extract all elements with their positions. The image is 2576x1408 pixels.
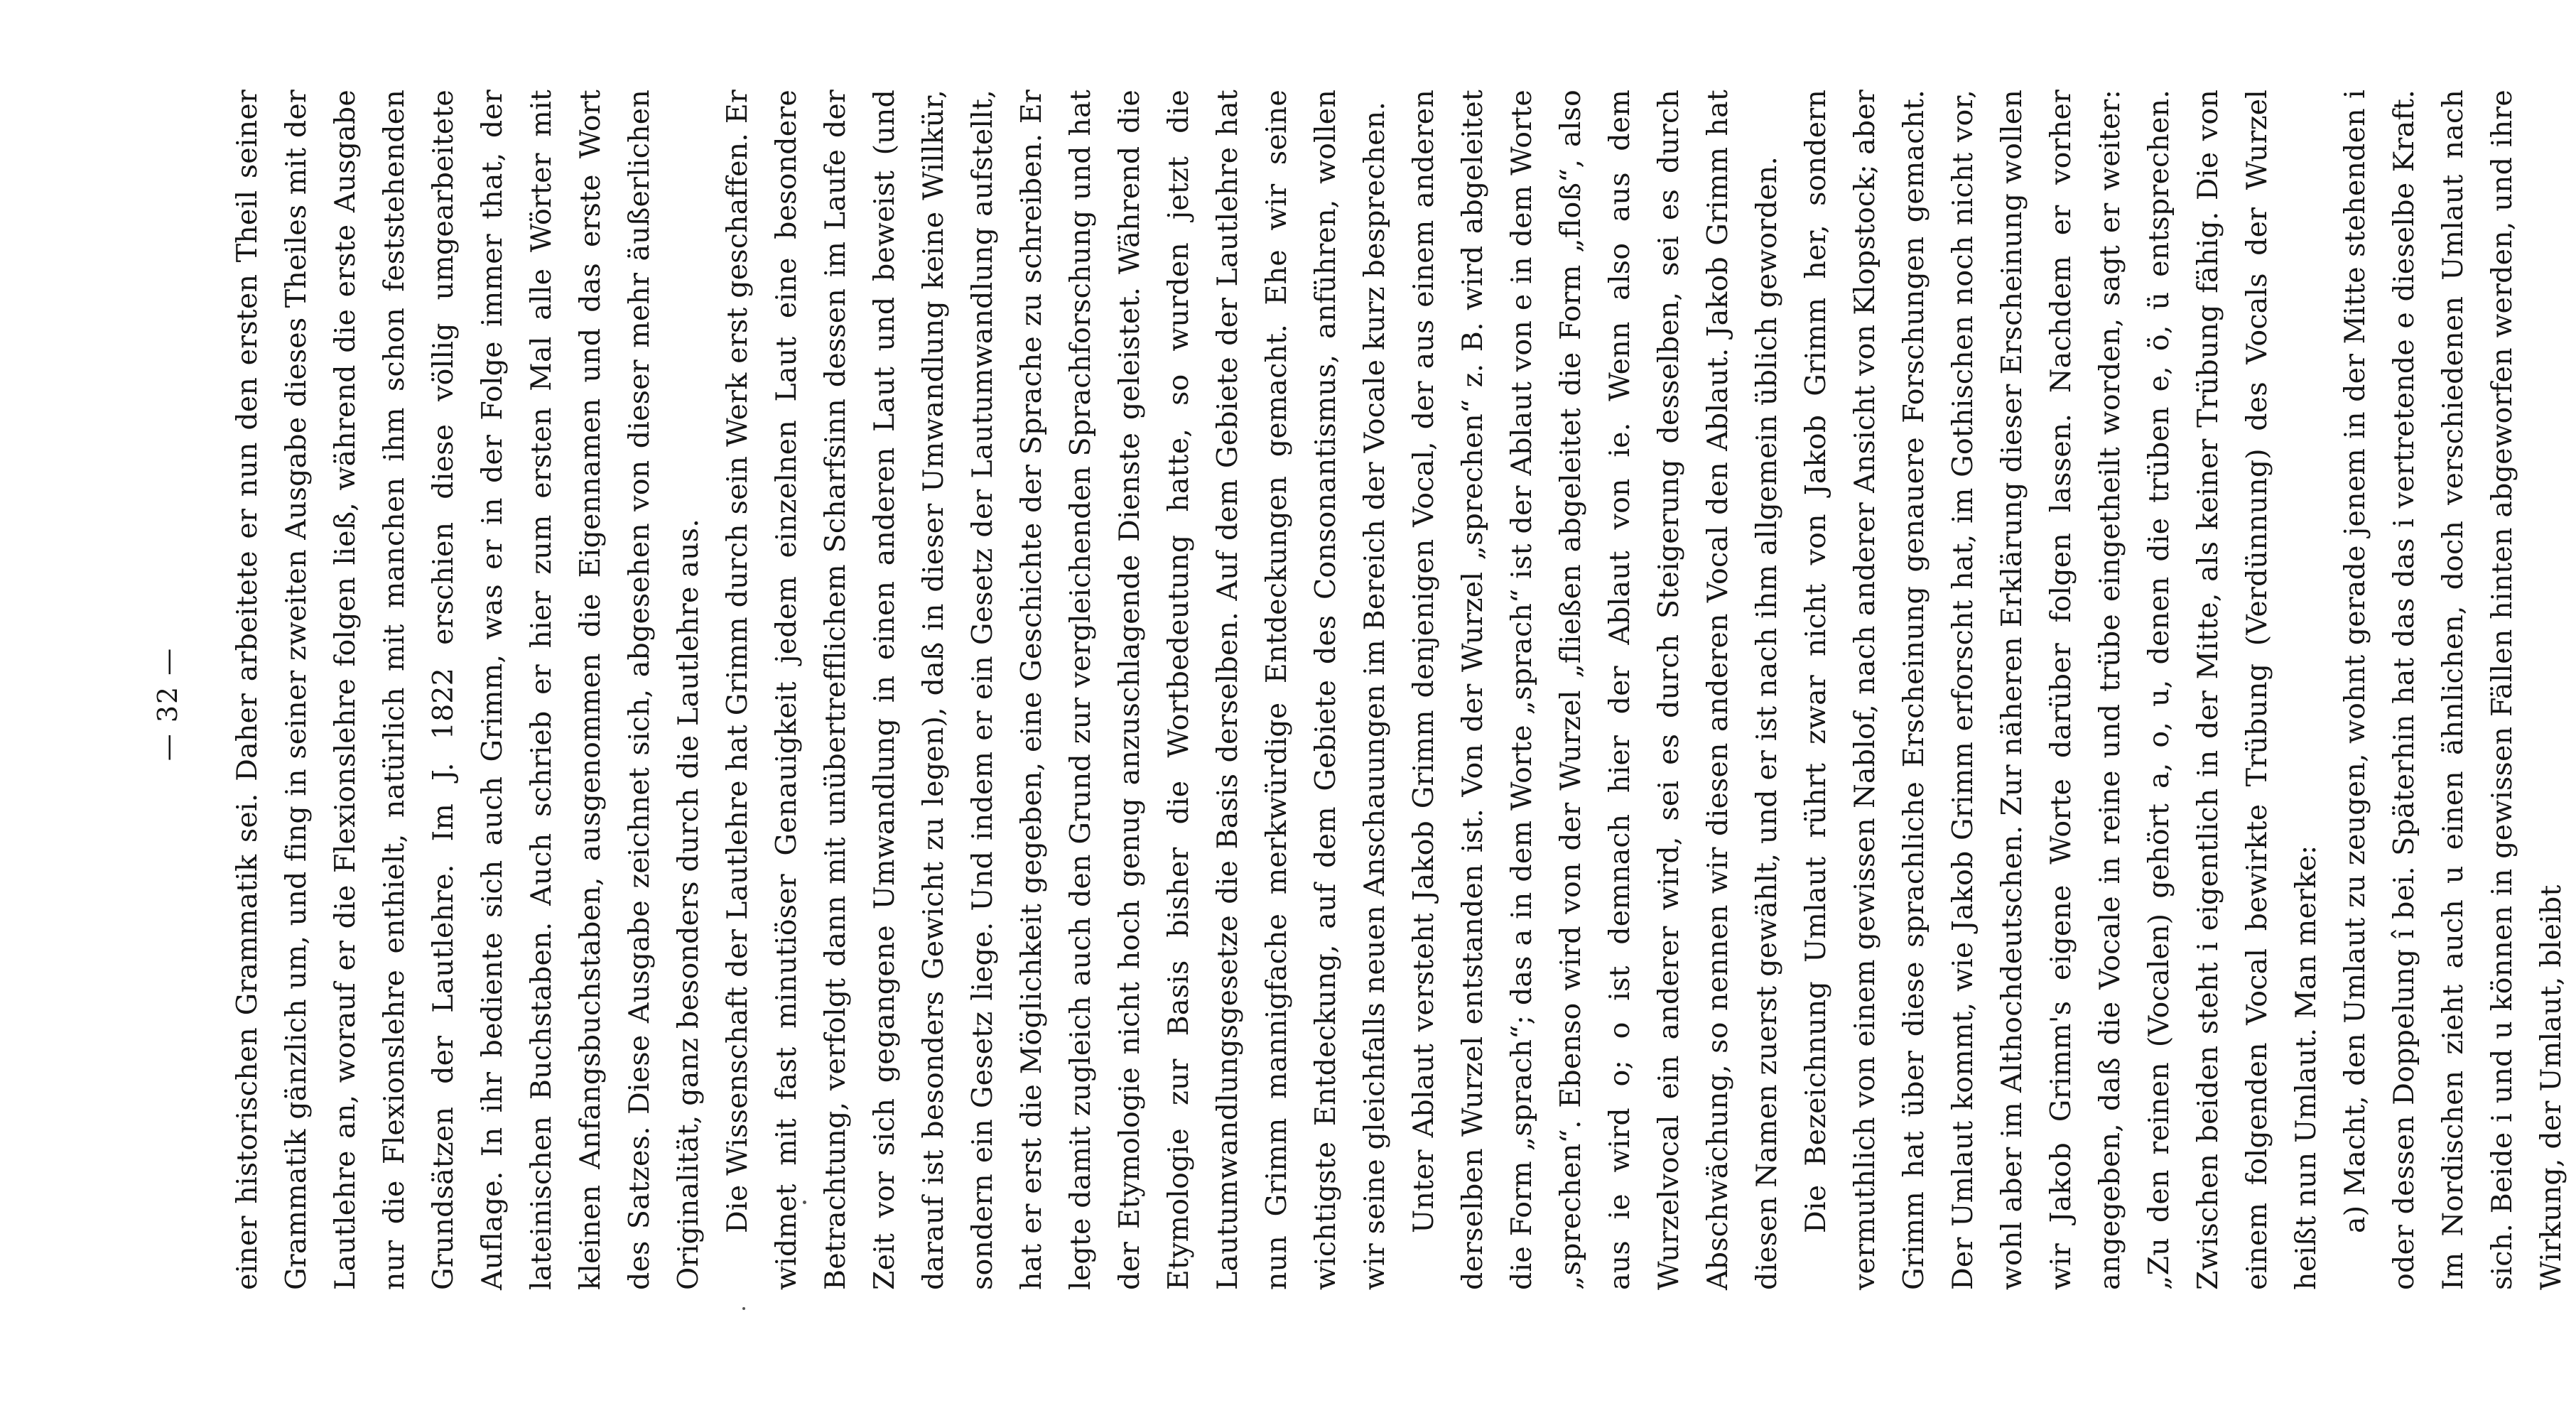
scan-speck [742,1307,745,1310]
paragraph-1: einer historischen Grammatik sei. Daher arbeitete er nun den ersten Theil seiner Grammatik gänzlich um, und fing in seiner zweiten Ausgabe dieses Theiles mit der Lautlehre an, worauf er die Flexionslehre folgen ließ, während die erste Ausgabe nur die Flexionslehre enthielt, natürlich mit manchen ihm schon feststehenden Grundsätzen der Lautlehre. Im J. 1822 erschien diese völlig umgearbeitete Auflage. In ihr bediente sich auch Grimm, was er in der Folge immer that, der lateinischen Buchstaben. Auch schrieb er hier zum ersten Mal alle Wörter mit kleinen Anfangsbuchstaben, ausgenommen die Eigennamen und das erste Wort des Satzes. Diese Ausgabe zeichnet sich, abgesehen von dieser mehr äußerlichen Originalität, ganz besonders durch die Lautlehre aus. [231,90,705,1290]
paragraph-3: Unter Ablaut versteht Jakob Grimm denjenigen Vocal, der aus einem anderen derselben Wurzel entstanden ist. Von der Wurzel „sprechen“ z. B. wird abgeleitet die Form „sprach“; das a in dem Worte „sprach“ ist der Ablaut von e in dem Worte „sprechen“. Ebenso wird von der Wurzel „fließen abgeleitet die Form „floß“, also aus ie wird o; o ist demnach hier der Ablaut von ie. Wenn also aus dem Wurzelvocal ein anderer wird, sei es durch Steigerung desselben, sei es durch Abschwächung, so nennen wir diesen anderen Vocal den Ablaut. Jakob Grimm hat diesen Namen zuerst gewählt, und er ist nach ihm allgemein üblich geworden. [1407,90,1783,1290]
rotated-text-page [131,18,2567,1390]
paragraph-4: Die Bezeichnung Umlaut rührt zwar nicht von Jakob Grimm her, sondern vermuthlich von einem gewissen Nablof, nach anderer Ansicht von Klopstock; aber Grimm hat über diese sprachliche Erscheinung genauere Forschungen gemacht. Der Umlaut kommt, wie Jakob Grimm erforscht hat, im Gothischen noch nicht vor, wohl aber im Althochdeutschen. Zur näheren Erklärung dieser Erscheinung wollen wir Jakob Grimm's eigene Worte darüber folgen lassen. Nachdem er vorher angegeben, daß die Vocale in reine und trübe eingetheilt worden, sagt er weiter: „Zu den reinen (Vocalen) gehört a, o, u, denen die trüben e, ö, ü entsprechen. Zwischen beiden steht i eigentlich in der Mitte, als keiner Trübung fähig. Die von einem folgenden Vocal bewirkte Trübung (Verdünnung) des Vocals der Wurzel heißt nun Umlaut. Man merke: [1800,90,2322,1290]
body-text [223,90,2576,1290]
paragraph-5-item-a: a) Macht, den Umlaut zu zeugen, wohnt gerade jenem in der Mitte stehenden i oder dessen Doppelung î bei. Späterhin hat das das i vertretende e dieselbe Kraft. Im Nordischen zieht auch u einen ähnlichen, doch verschiedenen Umlaut nach sich. Beide i und u können in gewissen Fällen hinten abgeworfen werden, und ihre Wirkung, der Umlaut, bleibt [2339,90,2567,1290]
page-number: — 32 — [152,646,183,762]
scan-speck [803,1201,806,1204]
paragraph-2: Die Wissenschaft der Lautlehre hat Grimm durch sein Werk erst geschaffen. Er widmet mit fast minutiöser Genauigkeit jedem einzelnen Laut eine besondere Betrachtung, verfolgt dann mit unübertrefflichem Scharfsinn dessen im Laufe der Zeit vor sich gegangene Umwandlung in einen anderen Laut und beweist (und darauf ist besonders Gewicht zu legen), daß in dieser Umwandlung keine Willkür, sondern ein Gesetz liege. Und indem er ein Gesetz der Lautumwandlung aufstellt, hat er erst die Möglichkeit gegeben, eine Geschichte der Sprache zu schreiben. Er legte damit zugleich auch den Grund zur vergleichenden Sprachforschung und hat der Etymologie nicht hoch genug anzuschlagende Dienste geleistet. Während die Etymologie zur Basis bisher die Wortbedeutung hatte, so wurden jetzt die Lautumwandlungsgesetze die Basis derselben. Auf dem Gebiete der Lautlehre hat nun Grimm mannigfache merkwürdige Entdeckungen gemacht. Ehe wir seine wichtigste Entdeckung, auf dem Gebiete des Consonantismus, anführen, wollen wir seine gleichfalls neuen Anschauungen im Bereich der Vocale kurz besprechen. [721,90,1391,1290]
